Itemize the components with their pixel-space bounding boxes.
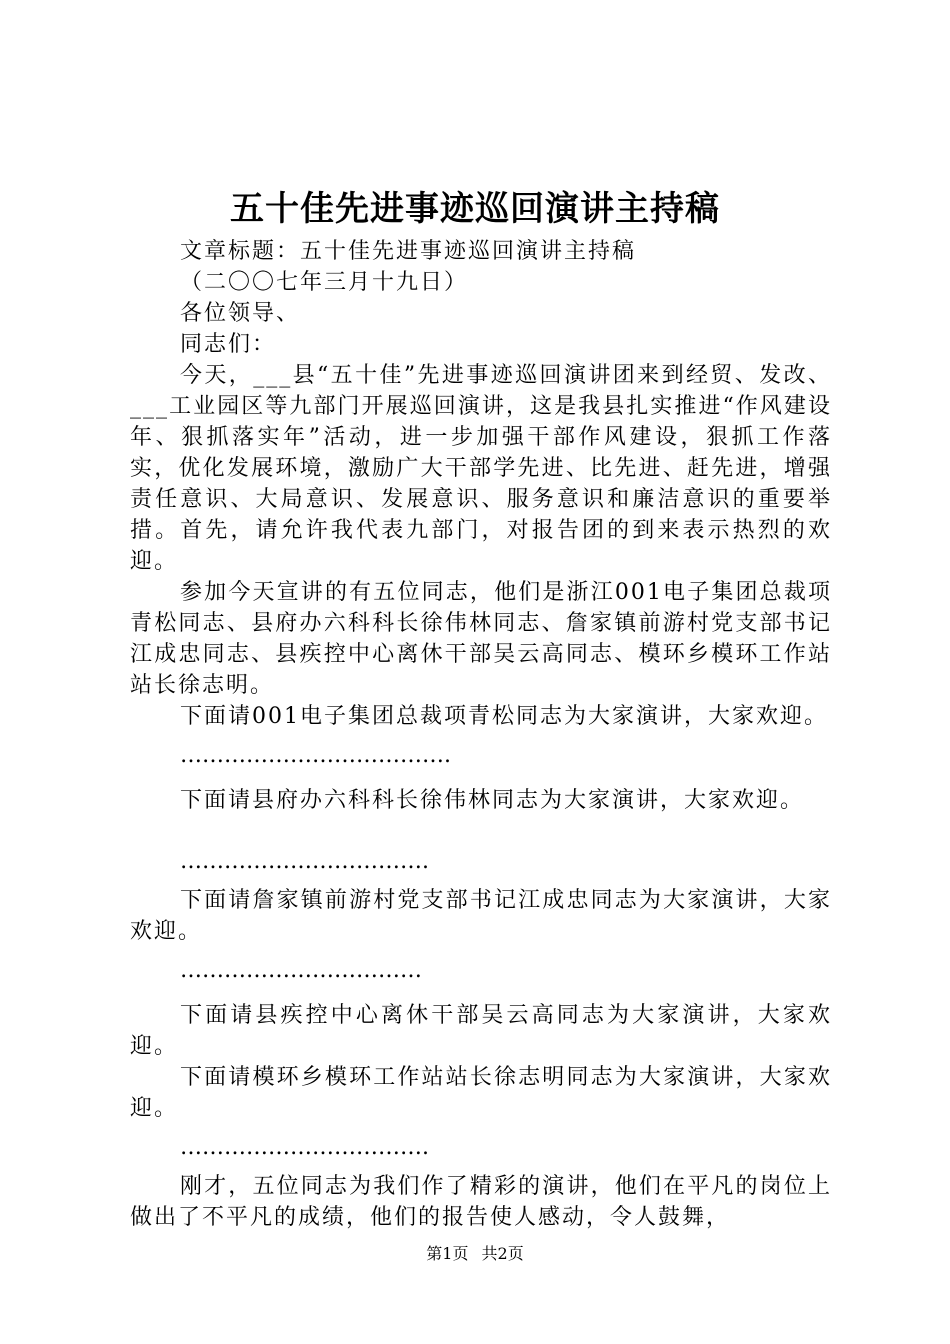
ellipsis-separator: ……………………………. [180, 1135, 429, 1160]
invite-speaker-3: 下面请詹家镇前游村党支部书记江成忠同志为大家演讲，大家欢迎。 [130, 888, 832, 944]
ellipsis-separator: ……………………………. [180, 849, 429, 874]
invite-speaker-2: 下面请县府办六科科长徐伟林同志为大家演讲，大家欢迎。 [180, 788, 805, 813]
date-line: （二〇〇七年三月十九日） [180, 270, 469, 295]
ellipsis-separator: ………………………………. [180, 743, 451, 768]
page-number: 第1页 [426, 1244, 469, 1263]
speakers-paragraph: 参加今天宣讲的有五位同志，他们是浙江001电子集团总裁项青松同志、县府办六科科长徐伟林同志、詹家镇前游村党支部书记江成忠同志、县疾控中心离休干部吴云高同志、模环乡模环工作站站长徐志明。 [130, 580, 832, 698]
closing-paragraph: 刚才，五位同志为我们作了精彩的演讲，他们在平凡的岗位上做出了不平凡的成绩，他们的报告使人感动，令人鼓舞， [130, 1174, 832, 1230]
page-footer [0, 1244, 950, 1264]
salutation-leaders: 各位领导、 [180, 301, 301, 326]
document-body [130, 236, 832, 1233]
invite-speaker-4: 下面请县疾控中心离休干部吴云高同志为大家演讲，大家欢迎。 [130, 1003, 832, 1059]
article-title-line: 文章标题：五十佳先进事迹巡回演讲主持稿 [180, 239, 637, 264]
ellipsis-separator: …………………………… [180, 958, 422, 983]
document-title: 五十佳先进事迹巡回演讲主持稿 [230, 189, 720, 229]
invite-speaker-1: 下面请001电子集团总裁项青松同志为大家演讲，大家欢迎。 [180, 704, 828, 729]
invite-speaker-5: 下面请模环乡模环工作站站长徐志明同志为大家演讲，大家欢迎。 [130, 1065, 832, 1121]
intro-paragraph: 今天，___县“五十佳”先进事迹巡回演讲团来到经贸、发改、___工业园区等九部门开展巡回演讲，这是我县扎实推进“作风建设年、狠抓落实年”活动，进一步加强干部作风建设，狠抓工作落实，优化发展环境，激励广大干部学先进、比先进、赶先进，增强责任意识、大局意识、发展意识、服务意识和廉洁意识的重要举措。首先，请允许我代表九部门，对报告团的到来表示热烈的欢迎。 [130, 363, 832, 574]
page-total: 共2页 [481, 1244, 524, 1263]
salutation-comrades: 同志们： [180, 332, 277, 357]
